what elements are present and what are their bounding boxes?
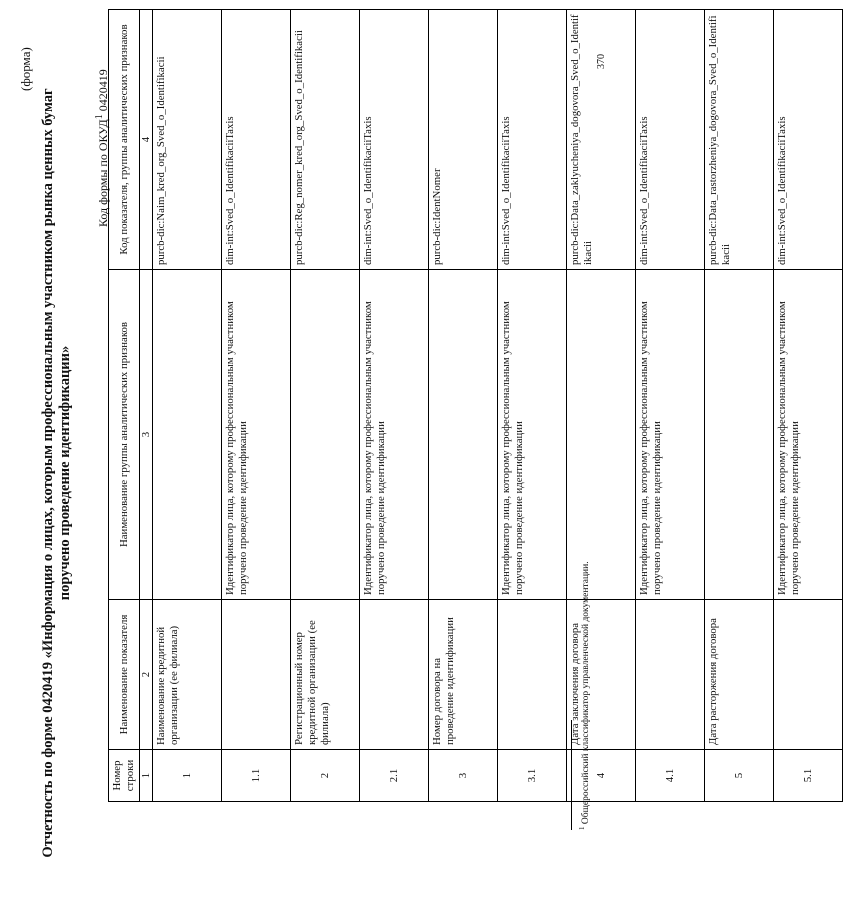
row-number: 4 (567, 750, 636, 802)
group-name (429, 270, 498, 600)
table-header-row (109, 10, 140, 802)
indicator-code: dim-int:Sved_o_IdentifikaciiTaxis (360, 10, 429, 270)
group-name: Идентификатор лица, которому профессиональным участником поручено проведение идентификации (498, 270, 567, 600)
table-row (291, 10, 360, 802)
indicator-code: purcb-dic:Naim_kred_org_Sved_o_Identifikacii (153, 10, 222, 270)
indicator-code: purcb-dic:Data_zaklyucheniya_dogovora_Sved_o_Identifikacii (567, 10, 636, 270)
group-name (705, 270, 774, 600)
indicator-code: purcb-dic:Data_rastorzheniya_dogovora_Sved_o_Identifikacii (705, 10, 774, 270)
indicator-code: dim-int:Sved_o_IdentifikaciiTaxis (636, 10, 705, 270)
table-row (498, 10, 567, 802)
footnote (578, 561, 591, 830)
group-name: Идентификатор лица, которому профессиональным участником поручено проведение идентификации (222, 270, 291, 600)
group-name (153, 270, 222, 600)
header-indicator-name: Наименование показателя (109, 600, 140, 750)
table-row (222, 10, 291, 802)
column-number: 2 (140, 600, 153, 750)
table-row (774, 10, 843, 802)
indicator-name: Наименование кредитной организации (ее филиала) (153, 600, 222, 750)
group-name (291, 270, 360, 600)
indicator-code: dim-int:Sved_o_IdentifikaciiTaxis (222, 10, 291, 270)
row-number: 3.1 (498, 750, 567, 802)
footnote-text: Общероссийский классификатор управленческой документации. (581, 561, 592, 825)
row-number: 2 (291, 750, 360, 802)
indicator-name: Регистрационный номер кредитной организации (ее филиала) (291, 600, 360, 750)
group-name (567, 270, 636, 600)
column-number: 1 (140, 750, 153, 802)
column-number: 4 (140, 10, 153, 270)
indicator-code: dim-int:Sved_o_IdentifikaciiTaxis (498, 10, 567, 270)
indicator-name: Дата заключения договора (567, 600, 636, 750)
table-row (429, 10, 498, 802)
indicator-code: purcb-dic:Reg_nomer_kred_org_Sved_o_Identifikacii (291, 10, 360, 270)
page-number: 370 (596, 54, 607, 69)
indicator-name: Дата расторжения договора (705, 600, 774, 750)
indicator-name (498, 600, 567, 750)
group-name: Идентификатор лица, которому профессиональным участником поручено проведение идентификации (360, 270, 429, 600)
indicator-name (360, 600, 429, 750)
indicator-code: purcb-dic:IdentNomer (429, 10, 498, 270)
column-numbers-row (140, 10, 153, 802)
row-number: 5 (705, 750, 774, 802)
row-number: 1.1 (222, 750, 291, 802)
header-row-number: Номер строки (109, 750, 140, 802)
table-row (360, 10, 429, 802)
footnote-divider (571, 720, 572, 830)
okud-footnote-mark: 1 (94, 114, 105, 120)
header-group-name: Наименование группы аналитических признаков (109, 270, 140, 600)
table-row (705, 10, 774, 802)
document-title: Отчетность по форме 0420419 «Информация о лицах, которым профессиональным участником рынка ценных бумаг поручено проведение идентификации» (40, 88, 73, 858)
header-code: Код показателя, группы аналитических признаков (109, 10, 140, 270)
footnote-mark: 1 (578, 826, 586, 830)
row-number: 5.1 (774, 750, 843, 802)
row-number: 3 (429, 750, 498, 802)
table-row (636, 10, 705, 802)
row-number: 1 (153, 750, 222, 802)
indicators-table (108, 9, 843, 802)
table-row (567, 10, 636, 802)
group-name: Идентификатор лица, которому профессиональным участником поручено проведение идентификации (636, 270, 705, 600)
indicator-name (636, 600, 705, 750)
indicator-name (774, 600, 843, 750)
indicator-name (222, 600, 291, 750)
okud-value: 0420419 (96, 69, 110, 112)
indicator-name: Номер договора на проведение идентификации (429, 600, 498, 750)
table-row (153, 10, 222, 802)
indicator-code: dim-int:Sved_o_IdentifikaciiTaxis (774, 10, 843, 270)
row-number: 2.1 (360, 750, 429, 802)
group-name: Идентификатор лица, которому профессиональным участником поручено проведение идентификации (774, 270, 843, 600)
column-number: 3 (140, 270, 153, 600)
row-number: 4.1 (636, 750, 705, 802)
okud-label: Код формы по ОКУД (96, 119, 110, 227)
form-label: (форма) (18, 47, 33, 91)
